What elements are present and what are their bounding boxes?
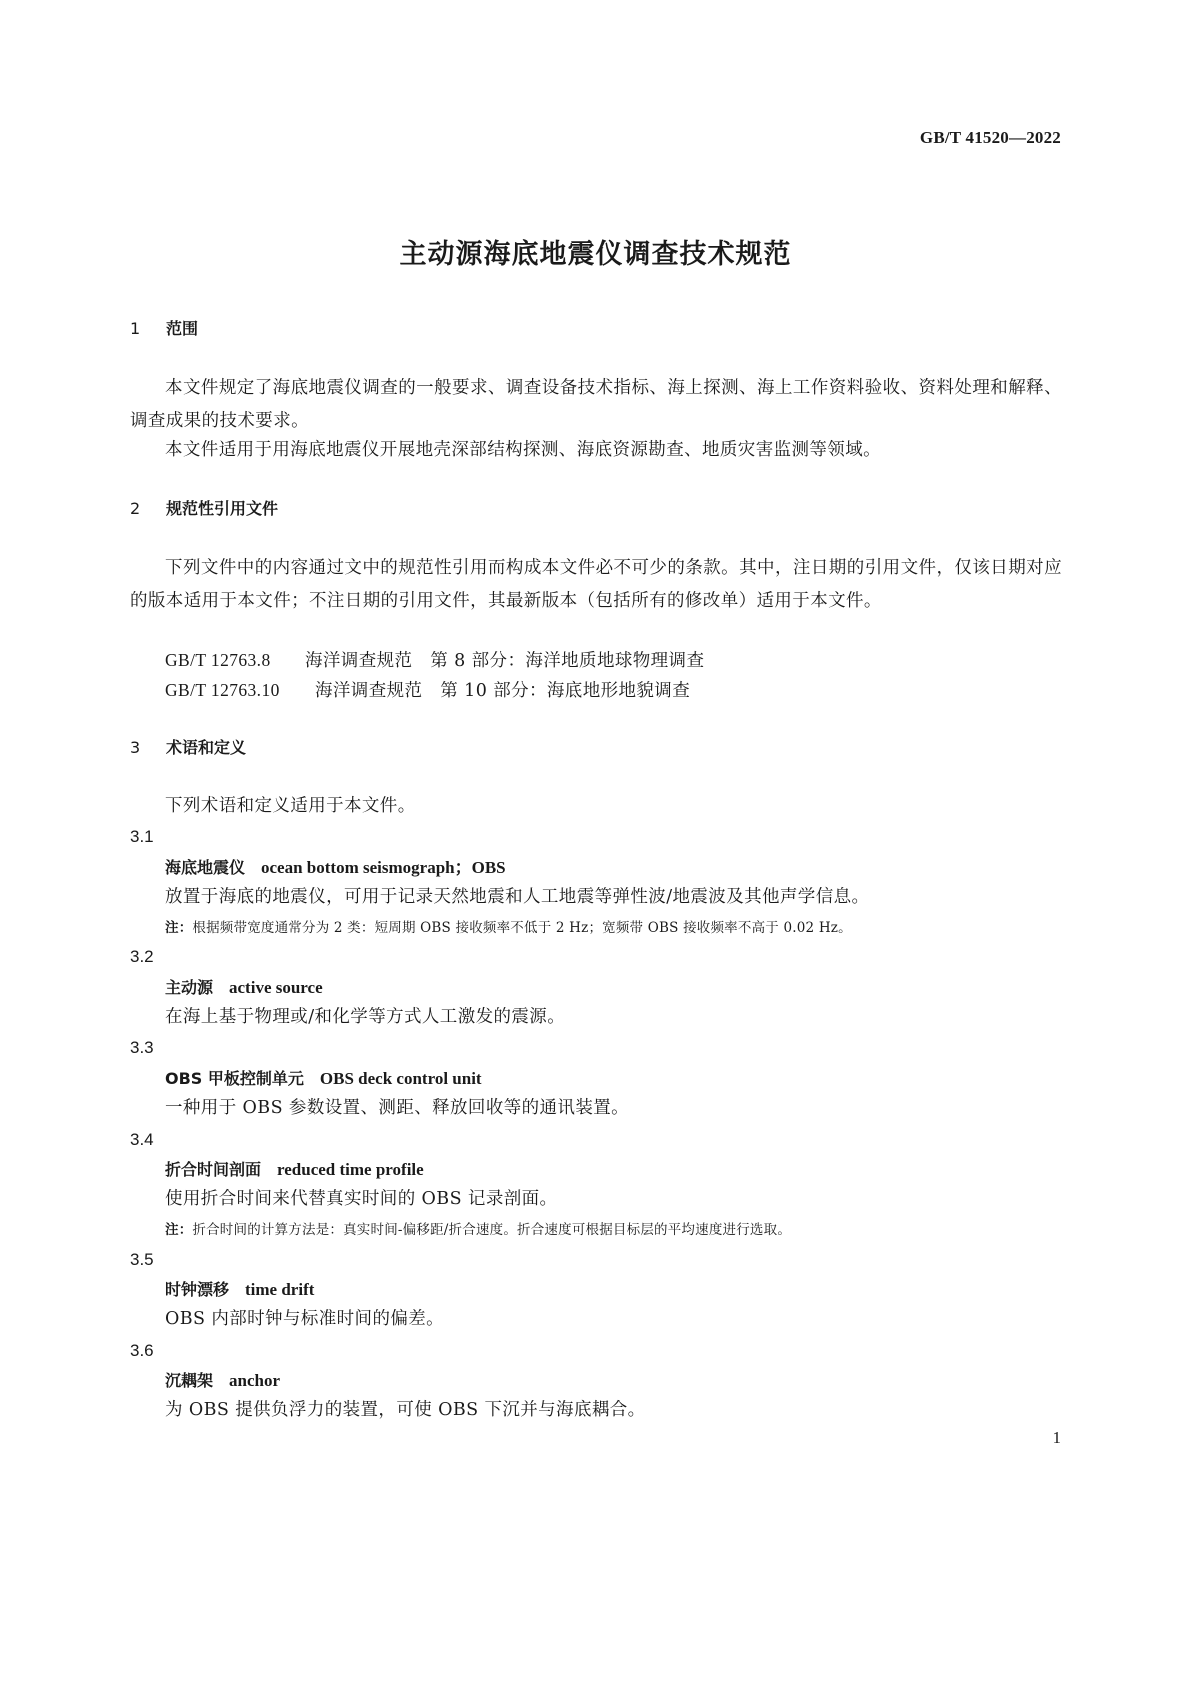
term-number: 3.4 (130, 1130, 154, 1149)
term-definition: 在海上基于物理或/和化学等方式人工激发的震源。 (165, 1007, 566, 1027)
section-heading-scope (130, 318, 198, 340)
term-heading (165, 1279, 314, 1301)
term-english: OBS deck control unit (319, 1069, 482, 1088)
term-heading (165, 977, 323, 999)
term-chinese: 折合时间剖面 (165, 1160, 262, 1179)
reference-title: 海洋调查规范 第 10 部分：海底地形地貌调查 (315, 681, 691, 701)
term-definition: 使用折合时间来代替真实时间的 OBS 记录剖面。 (165, 1189, 558, 1209)
section-title: 规范性引用文件 (166, 499, 279, 518)
reference-title: 海洋调查规范 第 8 部分：海洋地质地球物理调查 (305, 651, 705, 671)
term-chinese: 时钟漂移 (165, 1280, 230, 1299)
term-number: 3.6 (130, 1341, 154, 1360)
note-text: 折合时间的计算方法是：真实时间-偏移距/折合速度。折合速度可根据目标层的平均速度进行选取。 (192, 1222, 792, 1238)
term-definition: OBS 内部时钟与标准时间的偏差。 (165, 1309, 445, 1329)
scope-paragraph-1: 本文件规定了海底地震仪调查的一般要求、调查设备技术指标、海上探测、海上工作资料验收、资料处理和解释、调查成果的技术要求。 (130, 378, 1062, 431)
term-number: 3.5 (130, 1250, 154, 1269)
term-note (165, 1220, 791, 1240)
section-title: 范围 (166, 319, 199, 338)
term-heading (165, 1370, 280, 1392)
term-heading (165, 1068, 482, 1090)
term-chinese: OBS 甲板控制单元 (165, 1069, 304, 1088)
terms-intro: 下列术语和定义适用于本文件。 (165, 796, 416, 816)
term-number: 3.1 (130, 827, 154, 846)
section-heading-terms (130, 737, 246, 759)
term-chinese: 主动源 (165, 978, 214, 997)
term-english: anchor (229, 1371, 281, 1390)
section-number: 1 (130, 319, 141, 338)
term-number: 3.2 (130, 947, 154, 966)
standard-number: GB/T 41520—2022 (919, 128, 1061, 147)
references-intro-paragraph: 下列文件中的内容通过文中的规范性引用而构成本文件必不可少的条款。其中，注日期的引用文件，仅该日期对应的版本适用于本文件；不注日期的引用文件，其最新版本（包括所有的修改单）适用于本文件。 (130, 558, 1062, 611)
reference-item (165, 647, 704, 674)
term-note (165, 918, 852, 938)
scope-paragraph-2: 本文件适用于用海底地震仪开展地壳深部结构探测、海底资源勘查、地质灾害监测等领域。 (165, 440, 881, 460)
term-heading (165, 1159, 424, 1181)
section-heading-normative-references (130, 498, 278, 520)
term-definition: 一种用于 OBS 参数设置、测距、释放回收等的通讯装置。 (165, 1098, 630, 1118)
reference-item (165, 677, 690, 704)
reference-code: GB/T 12763.8 (165, 650, 271, 670)
term-chinese: 海底地震仪 (165, 858, 246, 877)
term-english: ocean bottom seismograph；OBS (261, 858, 506, 877)
note-label: 注： (165, 1222, 193, 1238)
term-chinese: 沉耦架 (165, 1371, 214, 1390)
term-english: time drift (245, 1280, 315, 1299)
section-number: 2 (130, 499, 141, 518)
section-title: 术语和定义 (166, 738, 247, 757)
term-english: reduced time profile (277, 1160, 424, 1179)
reference-code: GB/T 12763.10 (165, 680, 280, 700)
term-heading (165, 857, 506, 879)
note-label: 注： (165, 920, 193, 936)
term-definition: 为 OBS 提供负浮力的装置，可使 OBS 下沉并与海底耦合。 (165, 1400, 646, 1420)
document-title: 主动源海底地震仪调查技术规范 (399, 239, 792, 270)
note-text: 根据频带宽度通常分为 2 类：短周期 OBS 接收频率不低于 2 Hz；宽频带 OBS 接收频率不高于 0.02 Hz。 (192, 920, 852, 936)
term-number: 3.3 (130, 1038, 154, 1057)
section-number: 3 (130, 738, 141, 757)
term-definition: 放置于海底的地震仪，可用于记录天然地震和人工地震等弹性波/地震波及其他声学信息。 (165, 887, 870, 907)
term-english: active source (229, 978, 323, 997)
page-number: 1 (1052, 1428, 1061, 1447)
